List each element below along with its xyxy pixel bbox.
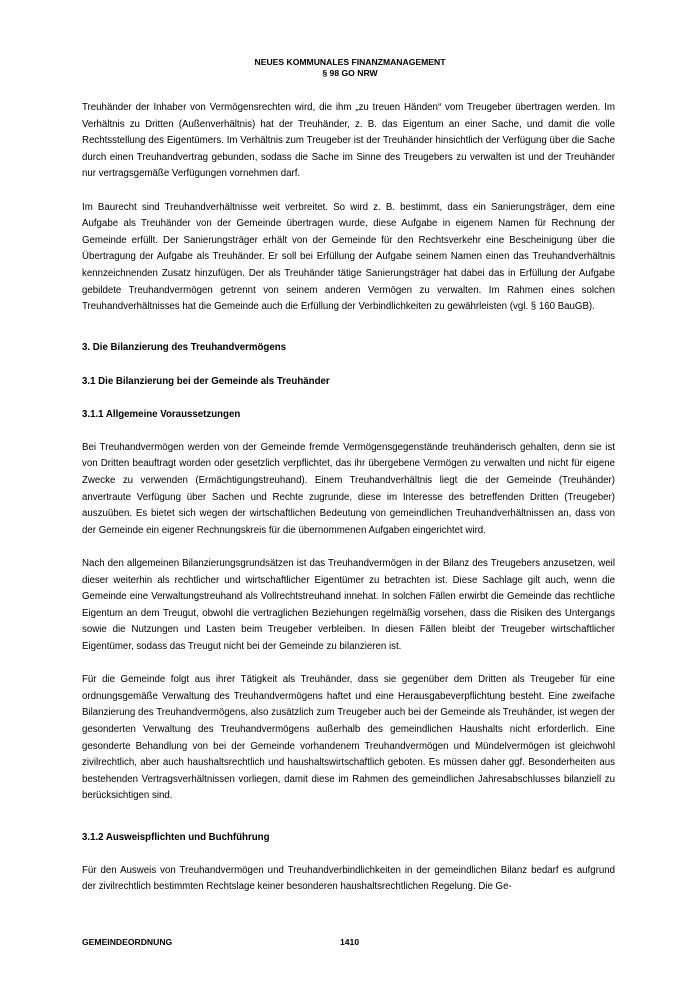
subsection-heading: 3.1 Die Bilanzierung bei der Gemeinde als Treuhänder (82, 375, 330, 387)
document-body (82, 100, 615, 913)
header-section: § 98 GO NRW (322, 68, 378, 78)
paragraph: Für die Gemeinde folgt aus ihrer Tätigkeit als Treuhänder, dass sie gegenüber dem Dritten als Treugeber für eine ordnungsgemäße Verwaltung des Treuhandvermögens haftet und eine Herausgabeverpflichtung besteht. Eine zweifache Bilanzierung des Treuhandvermögens, also zusätzlich zum Treugeber auch bei der Gemeinde als Treuhänder, ist wegen der gesonderten Verwaltung des Treuhandvermögens außerhalb des gemeindlichen Haushalts nicht erforderlich. Eine gesonderte Behandlung von bei der Gemeinde vorhandenem Treuhandvermögen und Mündelvermögen ist gleichwohl zivilrechtlich, aber auch haushaltsrechtlich und haushaltswirtschaftlich geboten. Es müssen daher ggf. Besonderheiten aus bestehenden Vertragsverhältnissen vorliegen, damit diese im Rahmen des gemeindlichen Jahresabschlusses bilanziell zu berücksichtigen sind. (82, 674, 615, 802)
paragraph: Bei Treuhandvermögen werden von der Gemeinde fremde Vermögensgegenstände treuhänderisch gehalten, denn sie ist von Dritten beauftragt worden oder gesetzlich verpflichtet, das ihr übergebene Vermögen zu verwalten und nicht für eigene Zwecke zu verwenden (Ermächtigungstreuhand). Einem Treuhandverhältnis liegt die der Gemeinde (Treuhänder) anvertraute Verfügung über Sachen und Rechte zugrunde, diese im Interesse des betreffenden Dritten (Treugeber) auszuüben. Es bietet sich wegen der wirtschaftlichen Bedeutung von gemeindlichen Treuhandverhältnissen an, dass von der Gemeinde ein eigener Rechnungskreis für die übernommenen Aufgaben eingerichtet wird. (82, 441, 615, 536)
subsubsection-heading: 3.1.1 Allgemeine Voraussetzungen (82, 408, 241, 420)
footer-title: GEMEINDEORDNUNG (82, 937, 173, 947)
subsubsection-heading: 3.1.2 Ausweispflichten und Buchführung (82, 831, 270, 843)
paragraph: Für den Ausweis von Treuhandvermögen und Treuhandverbindlichkeiten in der gemeindlichen Bilanz bedarf es aufgrund der zivilrechtlich bestimmten Rechtslage keiner besonderen haushaltsrechtlichen Regelung. Die Ge- (82, 864, 615, 893)
page-number: 1410 (340, 937, 360, 947)
page-header (0, 57, 700, 79)
paragraph: Im Baurecht sind Treuhandverhältnisse weit verbreitet. So wird z. B. bestimmt, dass ein Sanierungsträger, dem eine Aufgabe als Treuhänder von der Gemeinde übertragen wurde, diese Aufgabe in eigenem Namen für Rechnung der Gemeinde erfüllt. Der Sanierungsträger erhält von der Gemeinde für den Rechtsverkehr eine Bescheinigung über die Übertragung der Aufgabe als Treuhänder. Er soll bei Erfüllung der Aufgabe seinem Namen einen das Treuhandverhältnis kennzeichnenden Zusatz hinzufügen. Der als Treuhänder tätige Sanierungsträger hat dabei das in Erfüllung der Aufgabe gebildete Treuhandvermögen getrennt von seinem anderen Vermögen zu verwalten. Im Rahmen eines solchen Treuhandverhältnisses hat die Gemeinde auch die Erfüllung der Verbindlichkeiten zu gewährleisten (vgl. § 160 BauGB). (82, 201, 615, 313)
section-heading: 3. Die Bilanzierung des Treuhandvermögens (82, 342, 287, 354)
paragraph: Treuhänder der Inhaber von Vermögensrechten wird, die ihm „zu treuen Händen“ vom Treugeber übertragen werden. Im Verhältnis zu Dritten (Außenverhältnis) hat der Treuhänder, z. B. das Eigentum an einer Sache, und damit die volle Rechtsstellung des Eigentümers. Im Verhältnis zum Treugeber ist der Treuhänder hinsichtlich der Verfügung über die Sache durch einen Treuhandvertrag gebunden, sodass die Sache im Sinne des Treugebers zu verwalten ist und der Treuhänder nur vertragsgemäße Verfügungen vornehmen darf. (82, 102, 615, 180)
paragraph: Nach den allgemeinen Bilanzierungsgrundsätzen ist das Treuhandvermögen in der Bilanz des Treugebers anzusetzen, weil dieser weiterhin als rechtlicher und wirtschaftlicher Eigentümer zu betrachten ist. Diese Sachlage gilt auch, wenn die Gemeinde eine Verwaltungstreuhand als Vollrechtstreuhand innehat. In solchen Fällen erwirbt die Gemeinde das rechtliche Eigentum an dem Treugut, obwohl die vertraglichen Beziehungen regelmäßig vorsehen, dass die Risiken des Untergangs sowie die Nutzungen und Lasten beim Treugeber verbleiben. In diesen Fällen bleibt der Treugeber wirtschaftlicher Eigentümer, sodass das Treugut nicht bei der Gemeinde zu bilanzieren ist. (82, 558, 615, 652)
header-title: NEUES KOMMUNALES FINANZMANAGEMENT (254, 57, 446, 67)
